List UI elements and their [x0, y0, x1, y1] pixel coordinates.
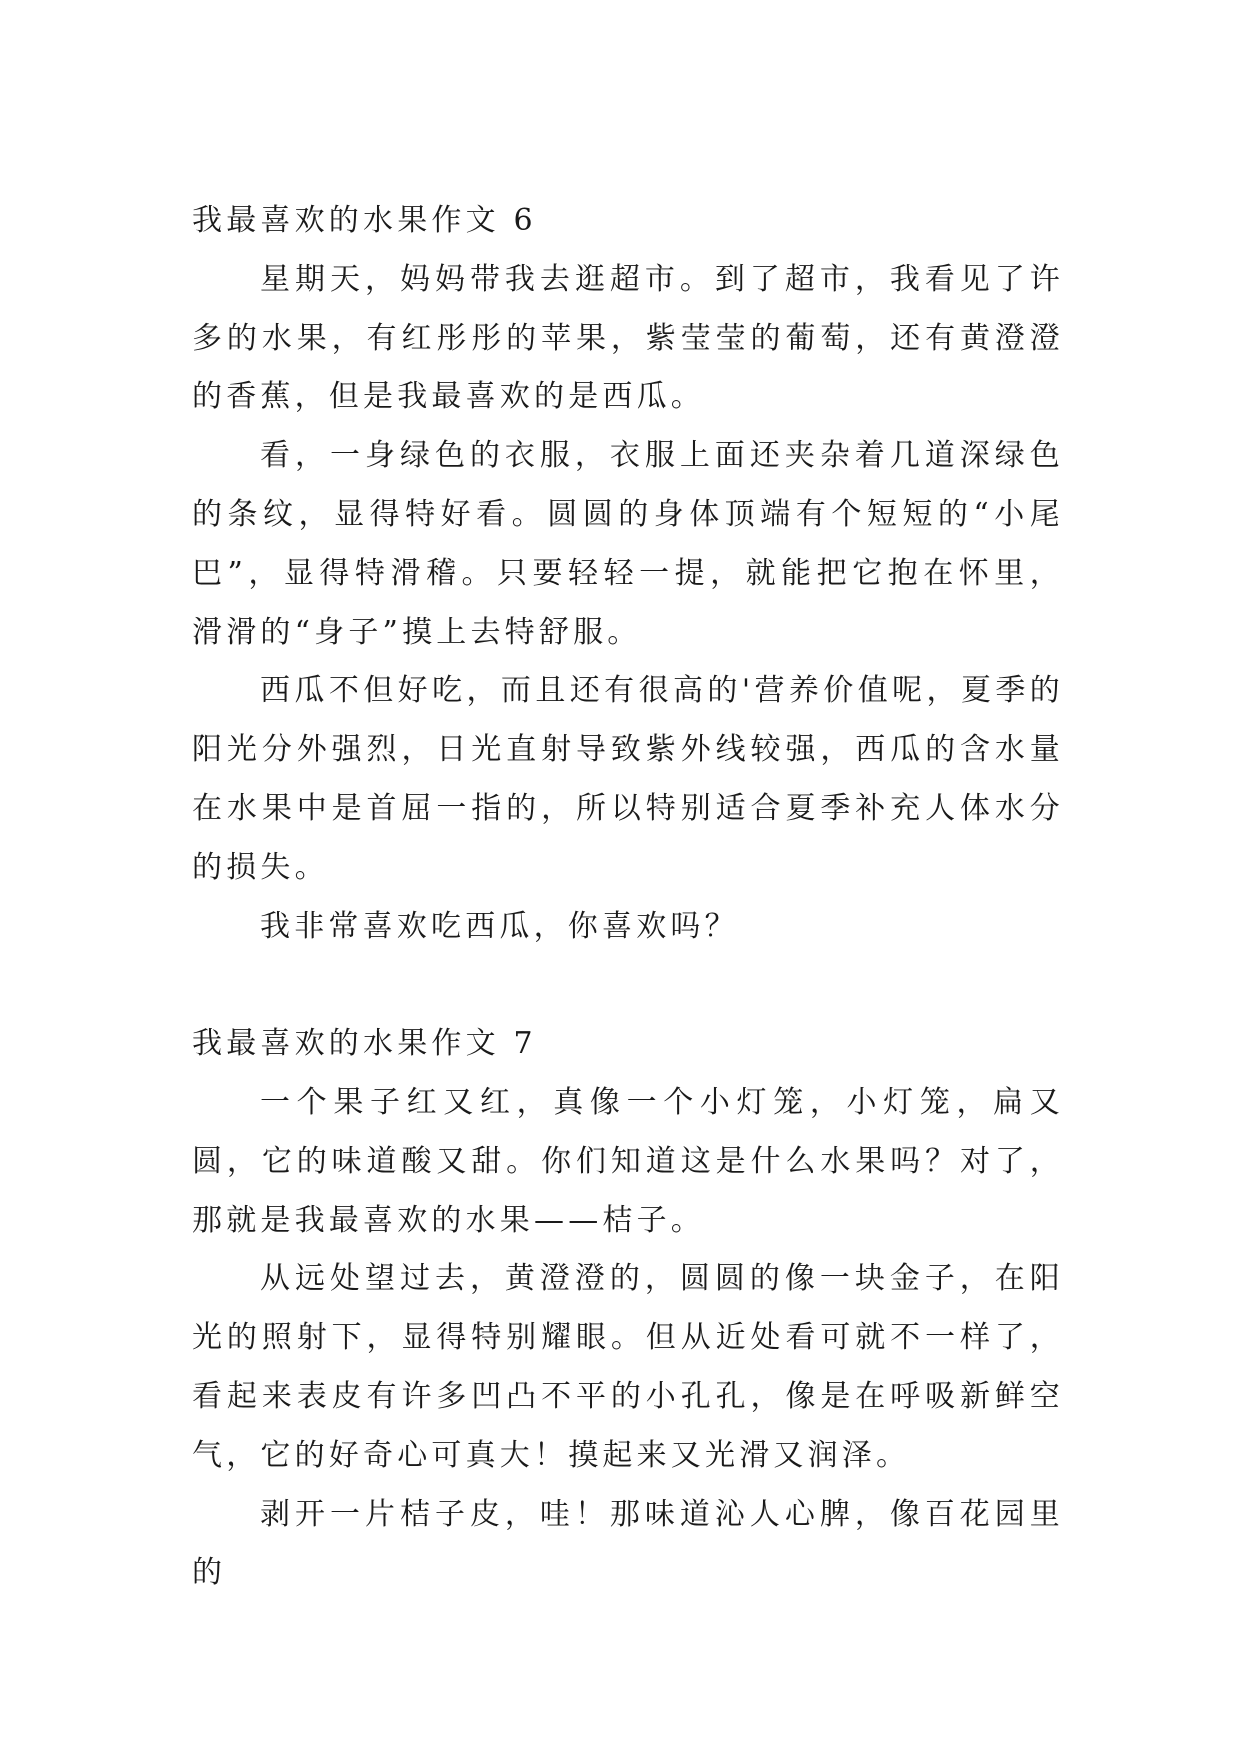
essay-title-6: 我最喜欢的水果作文 6 [192, 203, 537, 238]
essay-title-7: 我最喜欢的水果作文 7 [192, 1026, 537, 1062]
document-body [192, 192, 1064, 1603]
paragraph: 从远处望过去，黄澄澄的，圆圆的像一块金子，在阳光的照射下，显得特别耀眼。但从近处看可就不一样了，看起来表皮有许多凹凸不平的小孔孔，像是在呼吸新鲜空气，它的好奇心可真大！摸起来又光滑又润泽。 [192, 1261, 1064, 1473]
paragraph: 剥开一片桔子皮，哇！那味道沁人心脾，像百花园里的 [192, 1496, 1064, 1591]
paragraph: 看，一身绿色的衣服，衣服上面还夹杂着几道深绿色的条纹，显得特好看。圆圆的身体顶端有个短短的“小尾巴”，显得特滑稽。只要轻轻一提，就能把它抱在怀里，滑滑的“身子”摸上去特舒服。 [192, 438, 1064, 650]
section-spacer [192, 956, 1064, 1015]
paragraph: 我非常喜欢吃西瓜，你喜欢吗？ [260, 908, 739, 944]
paragraph: 星期天，妈妈带我去逛超市。到了超市，我看见了许多的水果，有红彤彤的苹果，紫莹莹的葡萄，还有黄澄澄的香蕉，但是我最喜欢的是西瓜。 [192, 261, 1064, 415]
paragraph: 一个果子红又红，真像一个小灯笼，小灯笼，扁又圆，它的味道酸又甜。你们知道这是什么水果吗？对了，那就是我最喜欢的水果——桔子。 [192, 1084, 1064, 1238]
paragraph: 西瓜不但好吃，而且还有很高的'营养价值呢，夏季的阳光分外强烈，日光直射导致紫外线较强，西瓜的含水量在水果中是首屈一指的，所以特别适合夏季补充人体水分的损失。 [192, 673, 1064, 885]
